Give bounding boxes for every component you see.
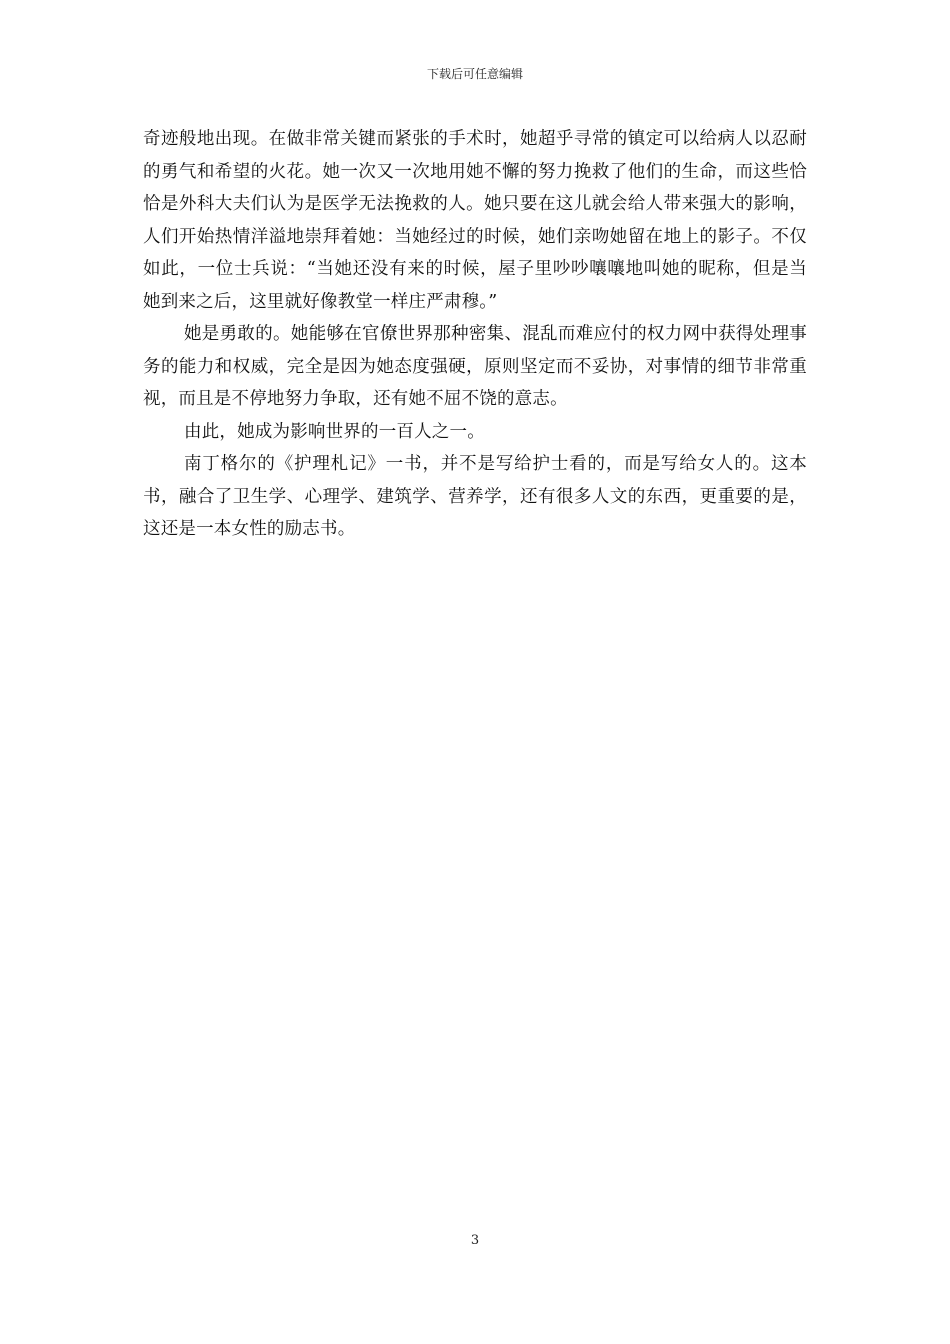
page-header: 下载后可任意编辑 [426,67,523,81]
paragraph-nursing-notes: 南丁格尔的《护理札记》一书，并不是写给护士看的，而是写给女人的。这本书，融合了卫生学、心理学、建筑学、营养学，还有很多人文的东西，更重要的是，这还是一本女性的励志书。 [143,454,807,539]
body-text [143,123,807,546]
paragraph-influence: 由此，她成为影响世界的一百人之一。 [184,421,485,442]
paragraph-continuation: 奇迹般地出现。在做非常关键而紧张的手术时，她超乎寻常的镇定可以给病人以忍耐的勇气和希望的火花。她一次又一次地用她不懈的努力挽救了他们的生命，而这些恰恰是外科大夫们认为是医学无法挽救的人。她只要在这儿就会给人带来强大的影响，人们开始热情洋溢地崇拜着她：当她经过的时候，她们亲吻她留在地上的影子。不仅如此，一位士兵说：“当她还没有来的时候，屋子里吵吵嚷嚷地叫她的昵称，但是当她到来之后，这里就好像教堂一样庄严肃穆。” [143,129,807,312]
page-number: 3 [470,1233,480,1248]
paragraph-courage: 她是勇敢的。她能够在官僚世界那种密集、混乱而难应付的权力网中获得处理事务的能力和权威，完全是因为她态度强硬，原则坚定而不妥协，对事情的细节非常重视，而且是不停地努力争取，还有她不屈不饶的意志。 [143,324,807,409]
